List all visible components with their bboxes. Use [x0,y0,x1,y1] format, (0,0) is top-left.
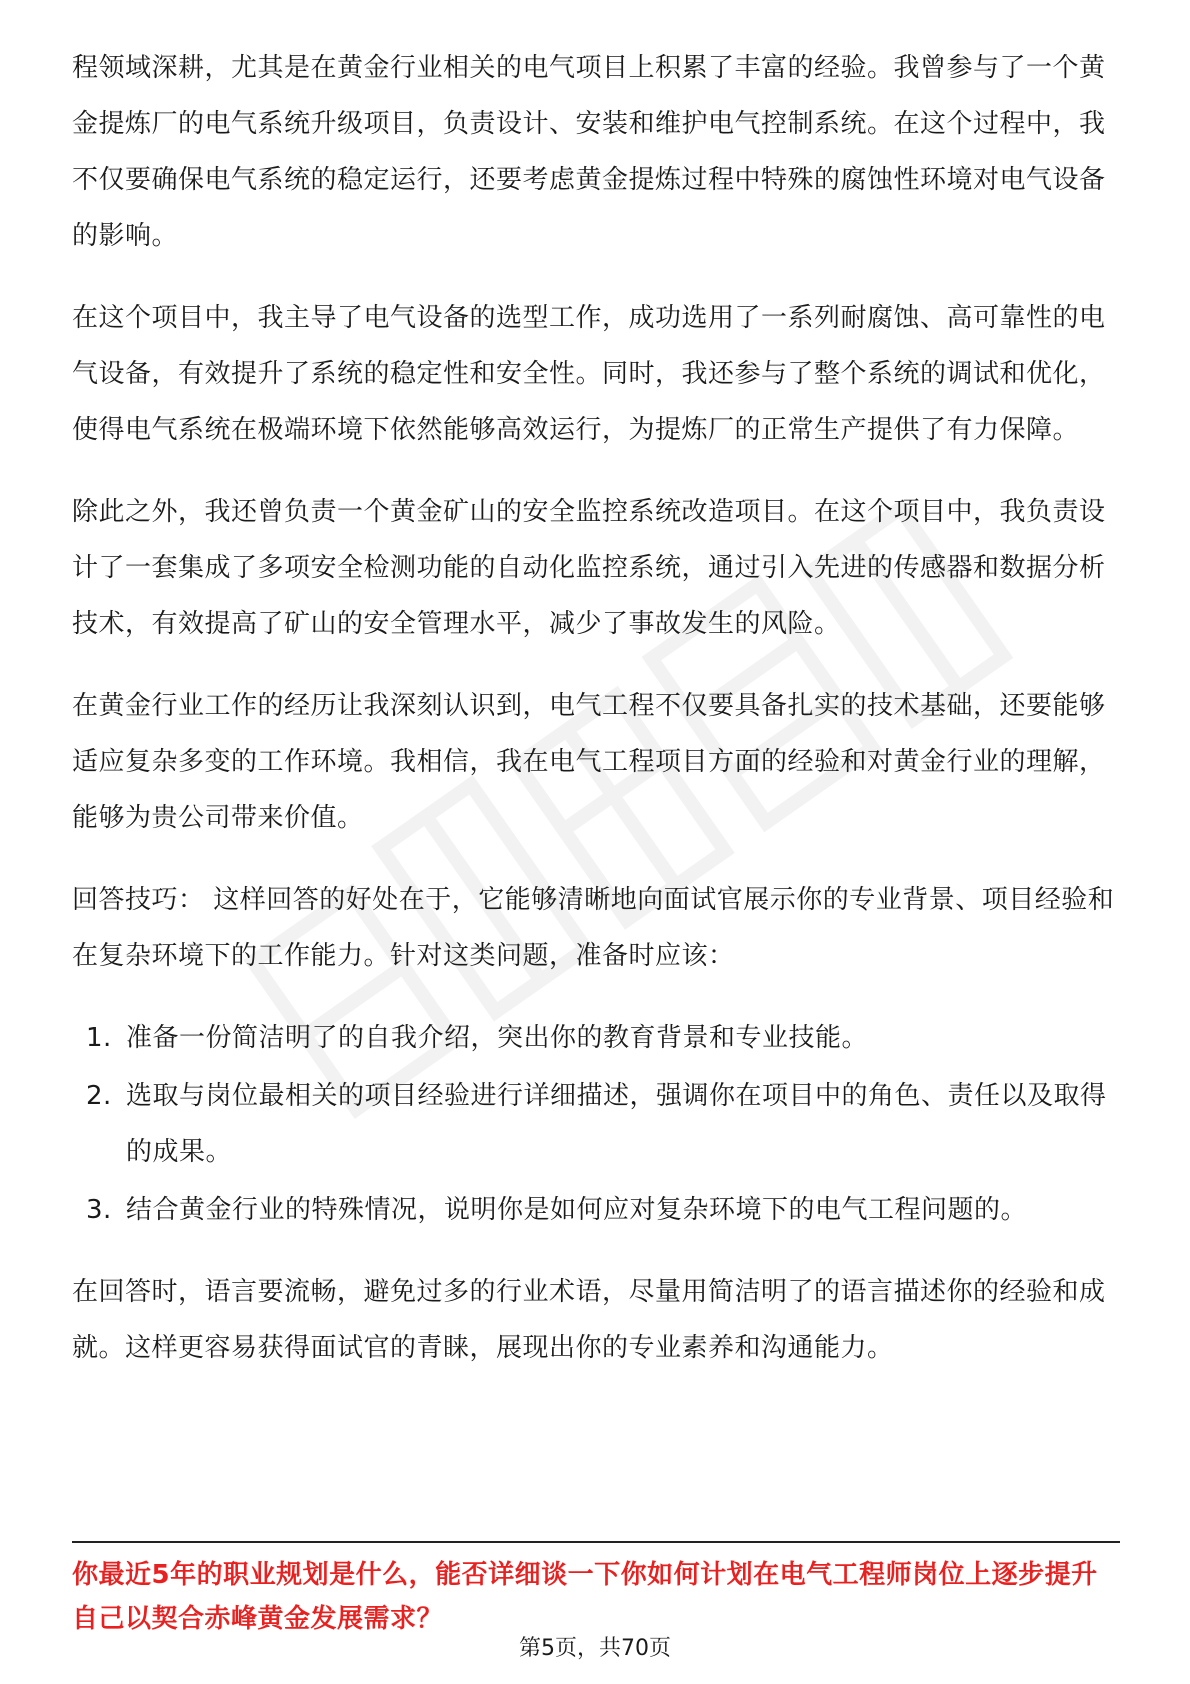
paragraph-industry-insight: 在黄金行业工作的经历让我深刻认识到，电气工程不仅要具备扎实的技术基础，还要能够适应复杂多变的工作环境。我相信，我在电气工程项目方面的经验和对黄金行业的理解，能够为贵公司带来价值。 [72,691,1106,833]
list-item-number: 1. [86,1023,112,1053]
paragraph-experience: 程领域深耕，尤其是在黄金行业相关的电气项目上积累了丰富的经验。我曾参与了一个黄金提炼厂的电气系统升级项目，负责设计、安装和维护电气控制系统。在这个过程中，我不仅要确保电气系统的稳定运行，还要考虑黄金提炼过程中特殊的腐蚀性环境对电气设备的影响。 [72,53,1106,251]
list-item-text: 结合黄金行业的特殊情况，说明你是如何应对复杂环境下的电气工程问题的。 [126,1195,1028,1225]
main-content [72,40,1120,1402]
page-number-footer: 第5页，共70页 [519,1636,671,1661]
section-divider [72,1541,1120,1543]
paragraph-closing: 在回答时，语言要流畅，避免过多的行业术语，尽量用简洁明了的语言描述你的经验和成就。这样更容易获得面试官的青睐，展现出你的专业素养和沟通能力。 [72,1277,1106,1363]
list-item-number: 2. [86,1081,112,1111]
list-item-number: 3. [86,1195,112,1225]
list-item-text: 选取与岗位最相关的项目经验进行详细描述，强调你在项目中的角色、责任以及取得的成果。 [126,1081,1107,1167]
list-item-text: 准备一份简洁明了的自我介绍，突出你的教育背景和专业技能。 [126,1023,869,1053]
list-item [72,1182,1120,1238]
next-question-heading: 你最近5年的职业规划是什么，能否详细谈一下你如何计划在电气工程师岗位上逐步提升自己以契合赤峰黄金发展需求？ [72,1560,1098,1634]
paragraph-answer-tips: 回答技巧： 这样回答的好处在于，它能够清晰地向面试官展示你的专业背景、项目经验和在复杂环境下的工作能力。针对这类问题，准备时应该： [72,885,1115,971]
tips-list [72,1010,1120,1238]
paragraph-mine-monitoring: 除此之外，我还曾负责一个黄金矿山的安全监控系统改造项目。在这个项目中，我负责设计了一套集成了多项安全检测功能的自动化监控系统，通过引入先进的传感器和数据分析技术，有效提高了矿山的安全管理水平，减少了事故发生的风险。 [72,497,1106,639]
list-item [72,1068,1120,1180]
list-item [72,1010,1120,1066]
paragraph-equipment-selection: 在这个项目中，我主导了电气设备的选型工作，成功选用了一系列耐腐蚀、高可靠性的电气设备，有效提升了系统的稳定性和安全性。同时，我还参与了整个系统的调试和优化，使得电气系统在极端环境下依然能够高效运行，为提炼厂的正常生产提供了有力保障。 [72,303,1106,445]
